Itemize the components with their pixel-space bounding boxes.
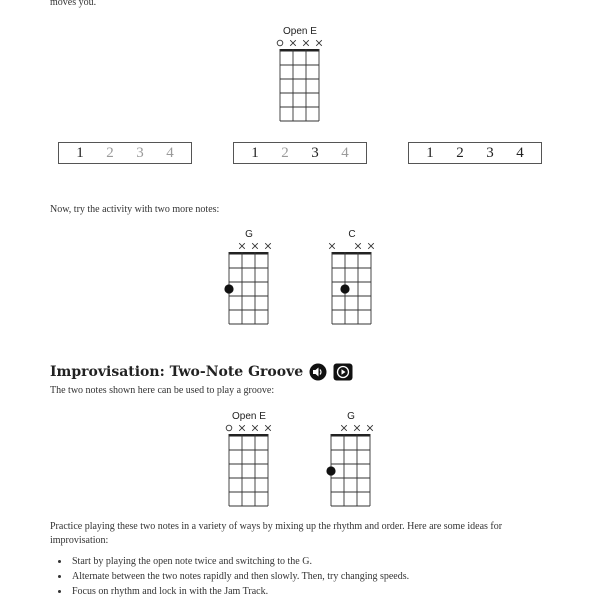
play-icon[interactable] xyxy=(333,363,353,381)
count-number: 2 xyxy=(281,144,289,161)
chord-diagram xyxy=(270,37,330,132)
count-box-1 xyxy=(58,142,192,164)
chord-name: G xyxy=(347,411,355,422)
chord-g-2 xyxy=(321,411,381,522)
chord-g-1 xyxy=(219,229,279,340)
muted-string-mark xyxy=(265,243,271,249)
chord-name: C xyxy=(348,229,356,240)
count-number: 2 xyxy=(456,144,464,161)
chord-name: Open E xyxy=(283,26,317,37)
nut xyxy=(229,434,269,437)
nut xyxy=(331,434,371,437)
muted-string-mark xyxy=(303,40,309,46)
muted-string-mark xyxy=(239,243,245,249)
section-heading xyxy=(50,363,353,381)
intro-tail: moves you. xyxy=(50,0,97,8)
muted-string-mark xyxy=(265,425,271,431)
chord-diagram xyxy=(322,240,382,335)
section-title: Improvisation: Two-Note Groove xyxy=(50,364,304,380)
muted-string-mark xyxy=(354,425,360,431)
muted-string-mark xyxy=(367,425,373,431)
count-box-3 xyxy=(408,142,542,164)
muted-string-mark xyxy=(329,243,335,249)
nut xyxy=(229,252,269,255)
count-number: 4 xyxy=(341,144,349,161)
open-string-mark xyxy=(226,425,232,431)
muted-string-mark xyxy=(341,425,347,431)
nut xyxy=(280,49,320,52)
nut xyxy=(332,252,372,255)
finger-dot xyxy=(326,466,335,475)
muted-string-mark xyxy=(239,425,245,431)
ideas-list xyxy=(50,554,580,599)
count-number: 3 xyxy=(311,144,319,161)
muted-string-mark xyxy=(252,425,258,431)
chord-diagram xyxy=(219,422,279,517)
chord-diagram xyxy=(321,422,381,517)
finger-dot xyxy=(224,284,233,293)
chord-open-e-2 xyxy=(219,411,279,522)
two-more-text: Now, try the activity with two more notes: xyxy=(50,204,220,215)
count-number: 3 xyxy=(136,144,144,161)
count-number: 1 xyxy=(251,144,259,161)
list-item: • Start by playing the open note twice and switching to the G. xyxy=(70,554,580,569)
open-string-mark xyxy=(277,40,283,46)
chord-name: G xyxy=(245,229,253,240)
chord-name: Open E xyxy=(232,411,266,422)
count-number: 1 xyxy=(426,144,434,161)
practice-text: Practice playing these two notes in a variety of ways by mixing up the rhythm and order. Here are some ideas for improvisation: xyxy=(50,521,503,546)
muted-string-mark xyxy=(316,40,322,46)
count-number: 1 xyxy=(76,144,84,161)
list-item: • Focus on rhythm and lock in with the Jam Track. xyxy=(70,584,580,599)
chord-open-e-top xyxy=(270,26,330,137)
count-number: 2 xyxy=(106,144,114,161)
muted-string-mark xyxy=(252,243,258,249)
chord-c xyxy=(322,229,382,340)
speaker-icon[interactable] xyxy=(309,363,327,381)
chord-diagram xyxy=(219,240,279,335)
muted-string-mark xyxy=(368,243,374,249)
count-box-2 xyxy=(233,142,367,164)
count-number: 4 xyxy=(516,144,524,161)
muted-string-mark xyxy=(290,40,296,46)
list-item: • Alternate between the two notes rapidly and then slowly. Then, try changing speeds. xyxy=(70,569,580,584)
count-number: 4 xyxy=(166,144,174,161)
muted-string-mark xyxy=(355,243,361,249)
finger-dot xyxy=(340,284,349,293)
section-intro: The two notes shown here can be used to play a groove: xyxy=(50,385,275,396)
count-number: 3 xyxy=(486,144,494,161)
